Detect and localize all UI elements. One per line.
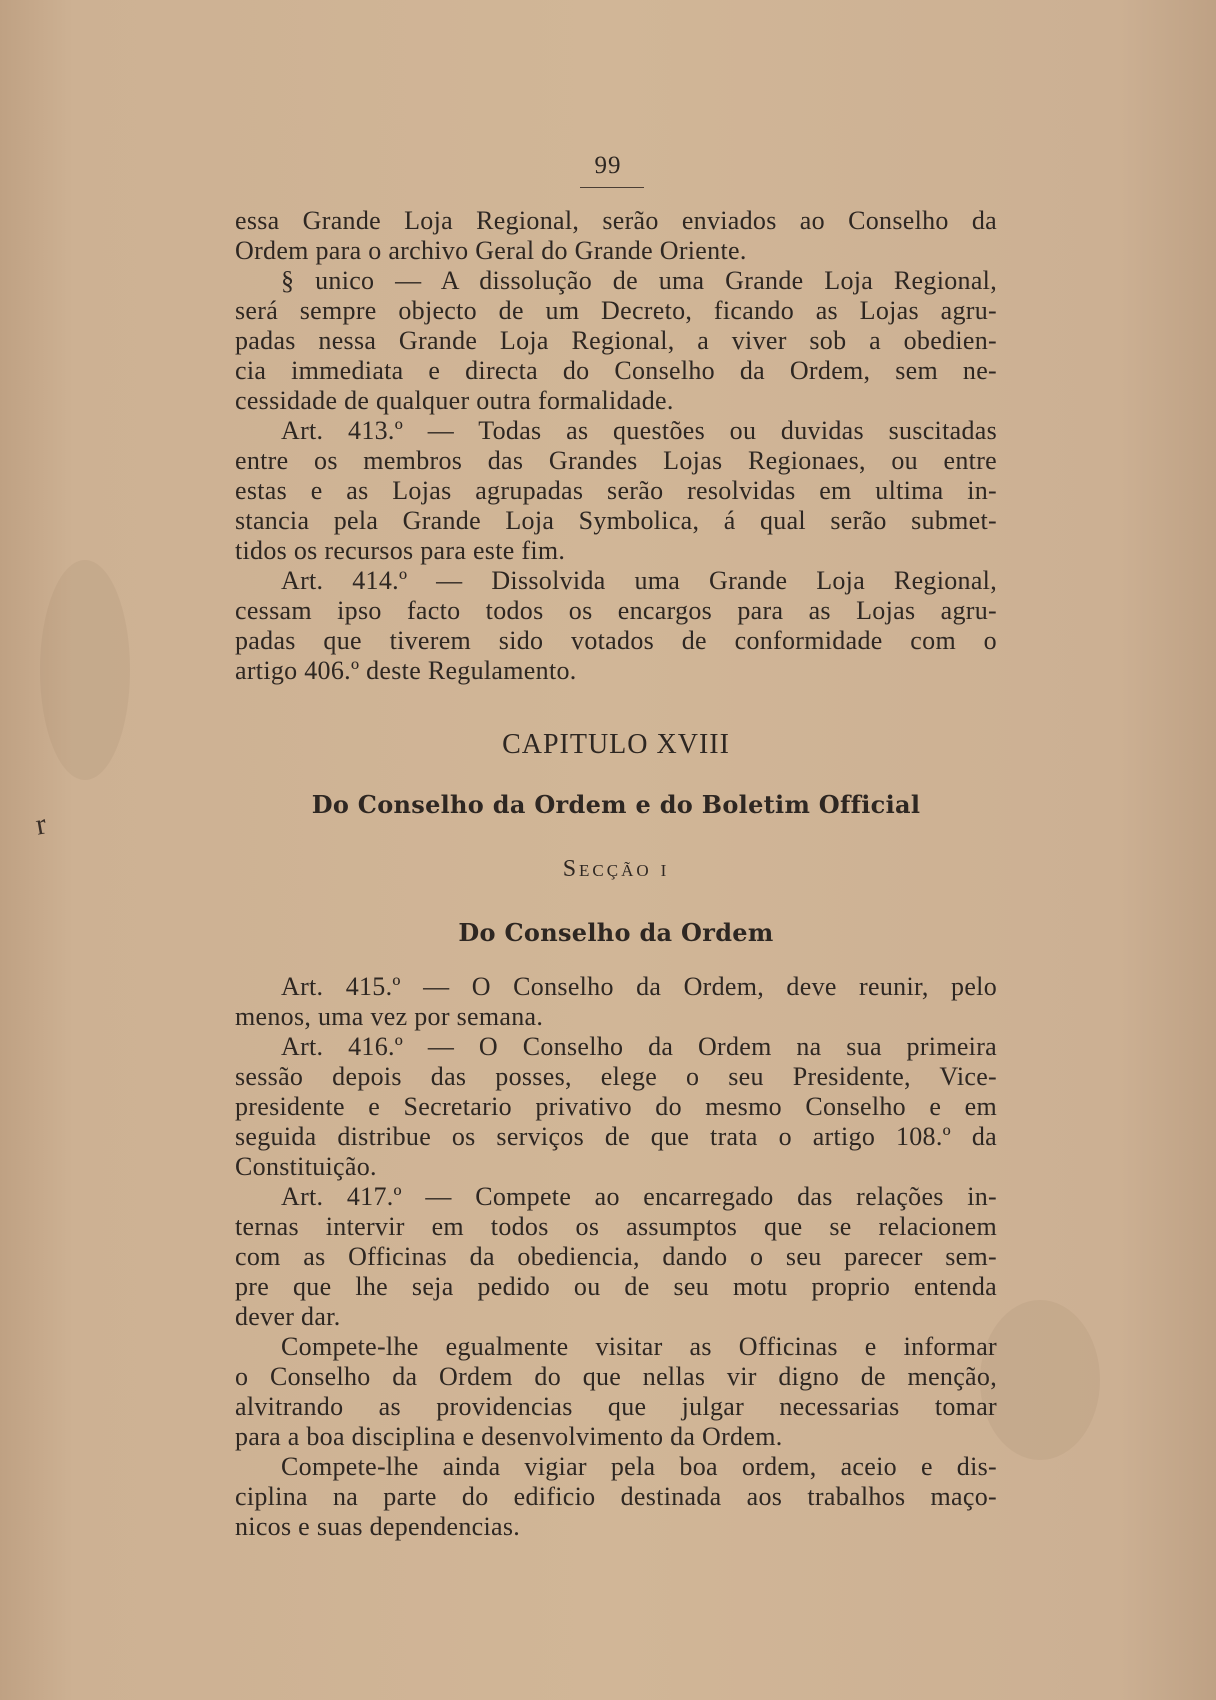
text-line: Compete-lhe ainda vigiar pela boa ordem, aceio e dis- [281, 1452, 997, 1481]
text-line: Art. 413.º — Todas as questões ou duvidas suscitadas [281, 416, 997, 445]
text-line: cessam ipso facto todos os encargos para as Lojas agru- [235, 596, 997, 625]
text-line: para a boa disciplina e desenvolvimento da Ordem. [235, 1422, 783, 1451]
text-line: Compete-lhe egualmente visitar as Officinas e informar [281, 1332, 997, 1361]
paper-stain [980, 1300, 1100, 1460]
text-line: ternas intervir em todos os assumptos que se relacionem [235, 1212, 997, 1241]
page-number-rule [580, 187, 644, 188]
text-line: dever dar. [235, 1302, 341, 1331]
chapter-title: CAPITULO XVIII [502, 729, 730, 760]
text-line: artigo 406.º deste Regulamento. [235, 656, 577, 685]
text-line: alvitrando as providencias que julgar necessarias tomar [235, 1392, 997, 1421]
text-line: sessão depois das posses, elege o seu Presidente, Vice- [235, 1062, 997, 1091]
text-line: stancia pela Grande Loja Symbolica, á qual serão submet- [235, 506, 997, 535]
text-line: Ordem para o archivo Geral do Grande Oriente. [235, 236, 747, 265]
text-line: padas nessa Grande Loja Regional, a viver sob a obedien- [235, 326, 997, 355]
text-line: nicos e suas dependencias. [235, 1512, 521, 1541]
text-line: Art. 417.º — Compete ao encarregado das relações in- [281, 1182, 997, 1211]
body-text [235, 206, 997, 1542]
text-line: padas que tiverem sido votados de conformidade com o [235, 626, 997, 655]
text-line: menos, uma vez por semana. [235, 1002, 544, 1031]
text-line: com as Officinas da obediencia, dando o seu parecer sem- [235, 1242, 997, 1271]
text-line: cia immediata e directa do Conselho da Ordem, sem ne- [235, 356, 997, 385]
text-line: Constituição. [235, 1152, 377, 1181]
text-line: cessidade de qualquer outra formalidade. [235, 386, 674, 415]
text-line: presidente e Secretario privativo do mesmo Conselho e em [235, 1092, 997, 1121]
section-label: Secção i [562, 856, 670, 882]
text-line: estas e as Lojas agrupadas serão resolvidas em ultima in- [235, 476, 997, 505]
section-title: Do Conselho da Ordem [458, 918, 774, 947]
text-line: seguida distribue os serviços de que trata o artigo 108.º da [235, 1122, 997, 1151]
margin-handwritten-mark: r [33, 807, 49, 842]
text-line: Art. 414.º — Dissolvida uma Grande Loja Regional, [281, 566, 997, 595]
chapter-subtitle: Do Conselho da Ordem e do Boletim Official [311, 790, 921, 819]
text-line: será sempre objecto de um Decreto, ficando as Lojas agru- [235, 296, 997, 325]
page-number: 99 [594, 152, 622, 179]
text-line: entre os membros das Grandes Lojas Regionaes, ou entre [235, 446, 997, 475]
text-line: pre que lhe seja pedido ou de seu motu proprio entenda [235, 1272, 997, 1301]
text-line: ciplina na parte do edificio destinada aos trabalhos maço- [235, 1482, 997, 1511]
text-line: tidos os recursos para este fim. [235, 536, 566, 565]
paper-stain [40, 560, 130, 780]
text-line: o Conselho da Ordem do que nellas vir digno de menção, [235, 1362, 997, 1391]
text-line: Art. 415.º — O Conselho da Ordem, deve reunir, pelo [281, 972, 997, 1001]
text-line: essa Grande Loja Regional, serão enviados ao Conselho da [235, 206, 997, 235]
text-line: Art. 416.º — O Conselho da Ordem na sua primeira [281, 1032, 997, 1061]
text-line: § unico — A dissolução de uma Grande Loja Regional, [281, 266, 997, 295]
